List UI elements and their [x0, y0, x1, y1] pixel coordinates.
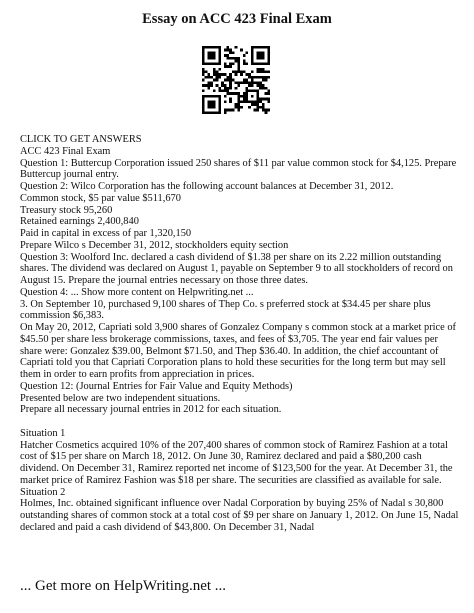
qr-code[interactable]	[202, 46, 270, 114]
exam-heading: ACC 423 Final Exam	[20, 145, 111, 157]
blank-line	[20, 416, 460, 428]
document-body	[20, 134, 460, 534]
paragraph: Holmes, Inc. obtained significant influence over Nadal Corporation by buying 25% of Nadal s 30,800 outstanding shares of common stock at a total cost of $9 per share on January 1, 2012. On June 15, Nadal declared and paid a cash dividend of $43,800. On December 31, Nadal	[20, 498, 459, 533]
situation-heading: Situation 2	[20, 486, 66, 498]
get-more-link[interactable]: ... Get more on HelpWriting.net ...	[20, 578, 227, 594]
paragraph: Question 1: Buttercup Corporation issued 250 shares of $11 par value common stock for $4,125. Prepare Buttercup journal entry.	[20, 157, 457, 181]
show-more-link[interactable]: Question 4: ... Show more content on Helpwriting.net ...	[20, 286, 254, 298]
paragraph: Common stock, $5 par value $511,670	[20, 192, 181, 204]
paragraph: Prepare all necessary journal entries in 2012 for each situation.	[20, 404, 282, 416]
paragraph: Presented below are two independent situations.	[20, 392, 221, 404]
qr-code-graphic	[202, 46, 270, 114]
paragraph: Question 3: Woolford Inc. declared a cash dividend of $1.38 per share on its 2.22 million outstanding shares. The dividend was declared on August 1, payable on September 9 to all stockholders of record on August 15. Prepare the journal entries necessary on those three dates.	[20, 251, 453, 286]
page-title: Essay on ACC 423 Final Exam	[142, 11, 332, 27]
click-to-get-answers-link[interactable]: CLICK TO GET ANSWERS	[20, 134, 142, 145]
paragraph: Prepare Wilco s December 31, 2012, stockholders equity section	[20, 239, 289, 251]
paragraph: Hatcher Cosmetics acquired 10% of the 207,400 shares of common stock of Ramirez Fashion at a total cost of $15 per share on March 18, 2012. On June 30, Ramirez declared and paid a $80,200 cash dividend. On December 31, Ramirez reported net income of $123,500 for the year. At December 31, the market price of Ramirez Fashion was $18 per share. The securities are classified as available for sale.	[20, 439, 453, 486]
paragraph: Retained earnings 2,400,840	[20, 216, 139, 228]
paragraph: Paid in capital in excess of par 1,320,150	[20, 228, 192, 239]
paragraph: On May 20, 2012, Capriati sold 3,900 shares of Gonzalez Company s common stock at a market price of $45.50 per share less brokerage commissions, taxes, and fees of $3,705. The year end fair values per share were: Gonzalez $39.00, Belmont $71.50, and Thep $36.40. In addition, the chief accountant of Capriati told you that Capriati Corporation plans to hold these securities for the long term but may sell them in order to earn profits from appreciation in prices.	[20, 322, 457, 380]
paragraph: 3. On September 10, purchased 9,100 shares of Thep Co. s preferred stock at $34.45 per share plus commission $6,383.	[20, 298, 431, 322]
situation-heading: Situation 1	[20, 427, 66, 439]
paragraph: Treasury stock 95,260	[20, 204, 113, 216]
paragraph: Question 12: (Journal Entries for Fair Value and Equity Methods)	[20, 380, 293, 392]
paragraph: Question 2: Wilco Corporation has the following account balances at December 31, 2012.	[20, 181, 394, 192]
